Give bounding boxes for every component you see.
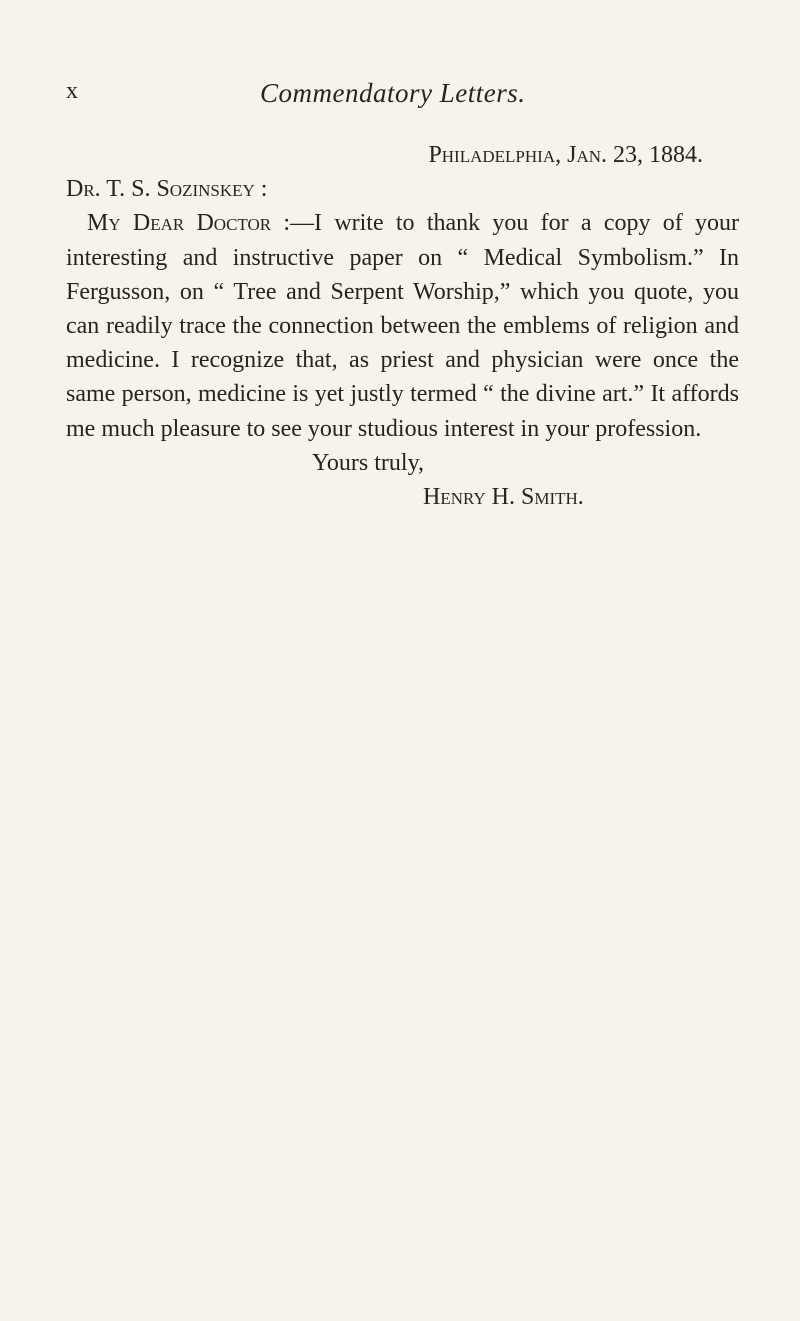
letter-closing: Yours truly,	[312, 449, 425, 476]
letter-salutation: My Dear Doctor	[87, 210, 272, 237]
letter-body	[66, 206, 739, 445]
letter-body-text: :—I write to thank you for a copy of your interesting and instructive paper on “ Medical Symbolism.” In Fergusson, on “ Tree and Serpent Worship,” which you quote, you can readily trace the connection between the emblems of religion and medicine. I recognize that, as priest and physician were once the same person, medicine is yet justly termed “ the divine art.” It affords me much pleasure to see your studious interest in your profession.	[66, 210, 740, 442]
page-header	[66, 78, 756, 114]
page-number: x	[66, 78, 79, 104]
letter	[66, 138, 739, 514]
letter-signature: Henry H. Smith.	[423, 484, 584, 511]
letter-addressee: Dr. T. S. Sozinskey :	[66, 176, 268, 203]
running-title: Commendatory Letters.	[260, 78, 526, 108]
letter-place-date: Philadelphia, Jan. 23, 1884.	[428, 142, 703, 168]
